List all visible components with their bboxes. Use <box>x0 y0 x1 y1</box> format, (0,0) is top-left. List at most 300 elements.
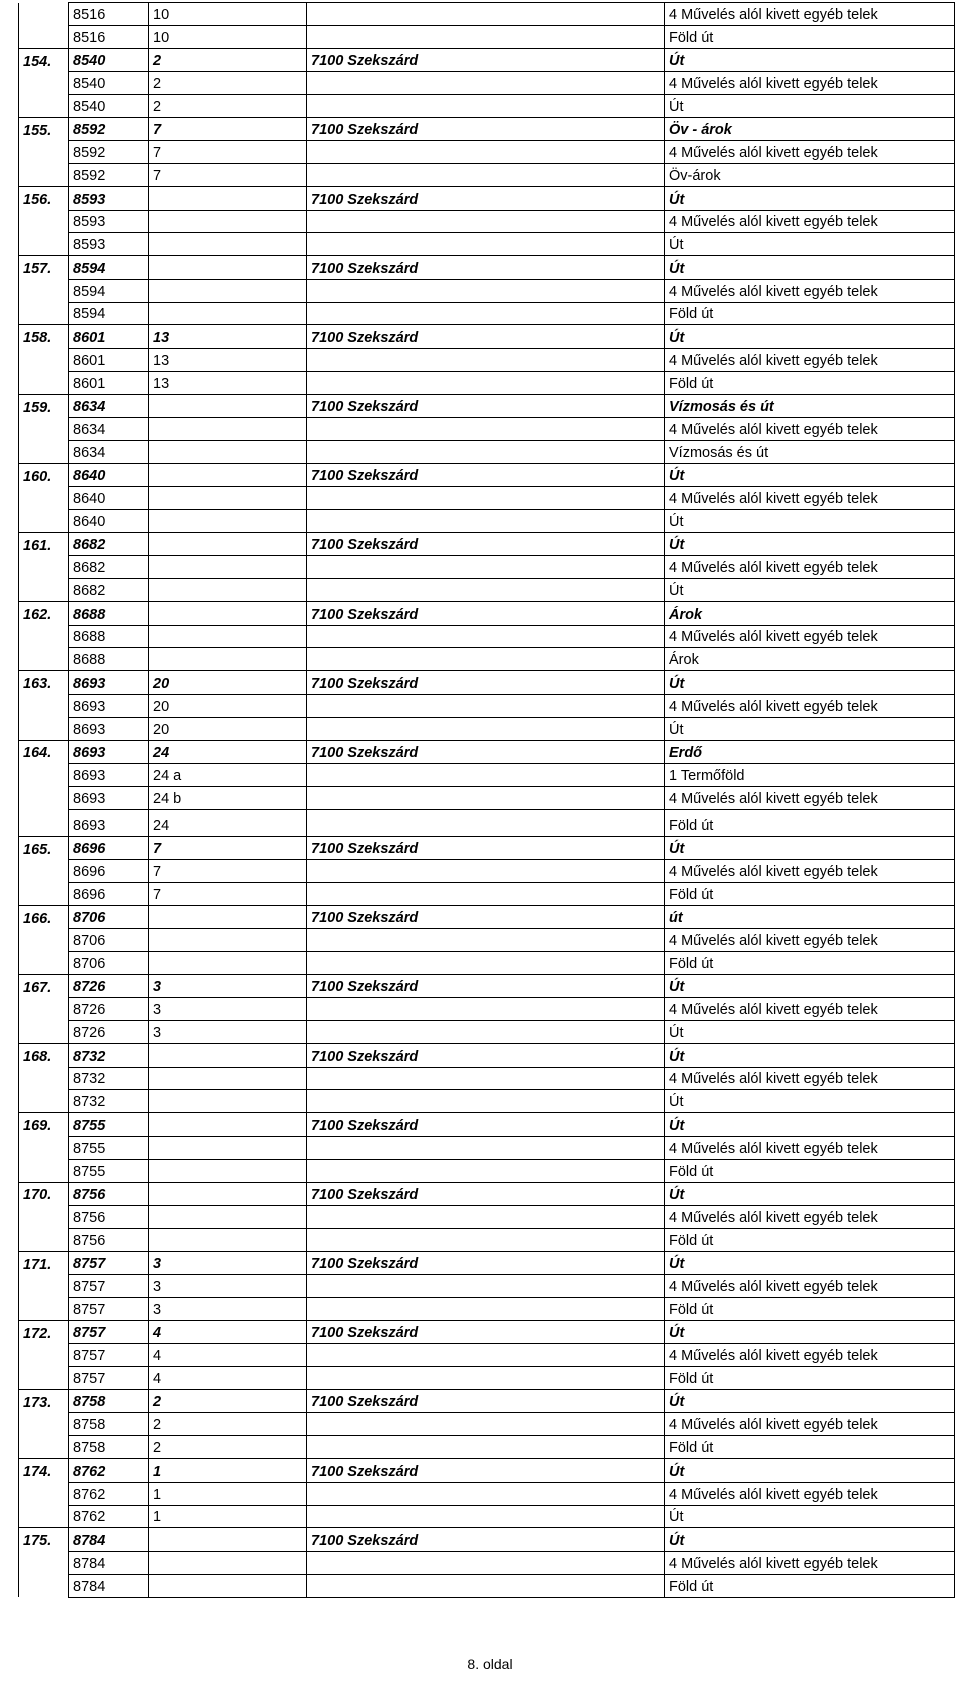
sub-number-cell <box>149 418 307 441</box>
sub-parcel-row <box>19 3 955 26</box>
sub-number-cell: 2 <box>149 95 307 118</box>
land-use-cell: Föld út <box>665 302 955 325</box>
parcel-header-row <box>19 1113 955 1136</box>
land-use-cell: 4 Művelés alól kivett egyéb telek <box>665 141 955 164</box>
item-number-cell: 168. <box>19 1044 69 1067</box>
settlement-cell: 7100 Szekszárd <box>307 325 665 348</box>
item-number-cell <box>19 3 69 26</box>
settlement-cell: 7100 Szekszárd <box>307 256 665 279</box>
land-use-cell: Föld út <box>665 809 955 836</box>
settlement-cell: 7100 Szekszárd <box>307 532 665 555</box>
sub-number-cell <box>149 1528 307 1551</box>
sub-number-cell: 13 <box>149 371 307 394</box>
sub-number-cell: 20 <box>149 671 307 694</box>
parcel-number-cell: 8732 <box>69 1067 149 1090</box>
parcel-header-row <box>19 463 955 486</box>
sub-number-cell: 3 <box>149 998 307 1021</box>
sub-parcel-row <box>19 809 955 836</box>
land-use-cell: 4 Művelés alól kivett egyéb telek <box>665 1551 955 1574</box>
settlement-cell: 7100 Szekszárd <box>307 1459 665 1482</box>
settlement-cell: 7100 Szekszárd <box>307 1528 665 1551</box>
parcel-number-cell: 8693 <box>69 809 149 836</box>
settlement-cell <box>307 1275 665 1298</box>
sub-number-cell <box>149 929 307 952</box>
land-use-cell: 4 Művelés alól kivett egyéb telek <box>665 210 955 233</box>
item-number-cell: 161. <box>19 532 69 555</box>
parcel-number-cell: 8601 <box>69 348 149 371</box>
settlement-cell <box>307 1482 665 1505</box>
settlement-cell <box>307 95 665 118</box>
sub-number-cell <box>149 187 307 210</box>
land-use-cell: Árok <box>665 602 955 625</box>
land-use-cell: 4 Művelés alól kivett egyéb telek <box>665 1482 955 1505</box>
settlement-cell: 7100 Szekszárd <box>307 1182 665 1205</box>
parcel-number-cell: 8693 <box>69 694 149 717</box>
sub-parcel-row <box>19 25 955 48</box>
item-number-cell: 160. <box>19 463 69 486</box>
parcel-number-cell: 8693 <box>69 786 149 809</box>
land-use-cell: Erdő <box>665 740 955 763</box>
land-use-cell: Út <box>665 48 955 71</box>
parcel-number-cell: 8696 <box>69 882 149 905</box>
item-number-cell <box>19 860 69 883</box>
settlement-cell <box>307 1136 665 1159</box>
item-number-cell <box>19 279 69 302</box>
sub-number-cell: 24 <box>149 809 307 836</box>
sub-number-cell <box>149 1113 307 1136</box>
land-use-cell: 4 Művelés alól kivett egyéb telek <box>665 72 955 95</box>
sub-number-cell: 7 <box>149 164 307 187</box>
sub-number-cell: 7 <box>149 117 307 140</box>
parcel-header-row <box>19 975 955 998</box>
land-use-cell: Vízmosás és út <box>665 440 955 463</box>
parcel-number-cell: 8762 <box>69 1482 149 1505</box>
sub-parcel-row <box>19 1297 955 1320</box>
parcel-header-row <box>19 256 955 279</box>
sub-number-cell: 20 <box>149 694 307 717</box>
parcel-number-cell: 8682 <box>69 579 149 602</box>
parcel-number-cell: 8634 <box>69 394 149 417</box>
land-use-cell: Föld út <box>665 1367 955 1390</box>
land-use-cell: Út <box>665 1459 955 1482</box>
parcel-number-cell: 8726 <box>69 1021 149 1044</box>
sub-number-cell <box>149 463 307 486</box>
item-number-cell <box>19 809 69 836</box>
settlement-cell <box>307 164 665 187</box>
parcel-header-row <box>19 1044 955 1067</box>
sub-number-cell: 24 a <box>149 763 307 786</box>
sub-parcel-row <box>19 95 955 118</box>
sub-parcel-row <box>19 348 955 371</box>
land-use-cell: 4 Művelés alól kivett egyéb telek <box>665 1136 955 1159</box>
settlement-cell <box>307 1205 665 1228</box>
land-use-cell: 4 Művelés alól kivett egyéb telek <box>665 556 955 579</box>
sub-parcel-row <box>19 1344 955 1367</box>
parcel-number-cell: 8634 <box>69 440 149 463</box>
settlement-cell: 7100 Szekszárd <box>307 602 665 625</box>
settlement-cell <box>307 556 665 579</box>
sub-number-cell <box>149 487 307 510</box>
sub-number-cell: 3 <box>149 1021 307 1044</box>
land-use-cell: 4 Művelés alól kivett egyéb telek <box>665 1344 955 1367</box>
settlement-cell <box>307 1505 665 1528</box>
parcel-number-cell: 8594 <box>69 256 149 279</box>
parcel-number-cell: 8756 <box>69 1182 149 1205</box>
land-use-cell: 4 Művelés alól kivett egyéb telek <box>665 418 955 441</box>
land-use-cell: Út <box>665 1021 955 1044</box>
settlement-cell: 7100 Szekszárd <box>307 975 665 998</box>
land-use-cell: 4 Művelés alól kivett egyéb telek <box>665 694 955 717</box>
item-number-cell <box>19 1067 69 1090</box>
parcel-number-cell: 8706 <box>69 905 149 928</box>
sub-parcel-row <box>19 371 955 394</box>
settlement-cell: 7100 Szekszárd <box>307 463 665 486</box>
parcel-header-row <box>19 1390 955 1413</box>
sub-number-cell: 3 <box>149 1251 307 1274</box>
item-number-cell <box>19 233 69 256</box>
settlement-cell <box>307 1574 665 1597</box>
settlement-cell <box>307 141 665 164</box>
settlement-cell <box>307 1367 665 1390</box>
sub-parcel-row <box>19 1228 955 1251</box>
item-number-cell <box>19 998 69 1021</box>
parcel-number-cell: 8732 <box>69 1044 149 1067</box>
parcel-number-cell: 8693 <box>69 740 149 763</box>
sub-number-cell <box>149 233 307 256</box>
sub-number-cell <box>149 440 307 463</box>
settlement-cell <box>307 1090 665 1113</box>
item-number-cell <box>19 556 69 579</box>
item-number-cell <box>19 1136 69 1159</box>
land-use-cell: Út <box>665 532 955 555</box>
parcel-header-row <box>19 671 955 694</box>
sub-parcel-row <box>19 1574 955 1597</box>
parcel-number-cell: 8540 <box>69 72 149 95</box>
parcel-header-row <box>19 394 955 417</box>
land-use-cell: Út <box>665 1182 955 1205</box>
parcel-number-cell: 8592 <box>69 117 149 140</box>
item-number-cell: 170. <box>19 1182 69 1205</box>
parcel-table <box>18 2 955 1598</box>
settlement-cell: 7100 Szekszárd <box>307 187 665 210</box>
sub-number-cell <box>149 532 307 555</box>
sub-number-cell <box>149 556 307 579</box>
settlement-cell: 7100 Szekszárd <box>307 836 665 859</box>
settlement-cell <box>307 809 665 836</box>
parcel-header-row <box>19 117 955 140</box>
parcel-number-cell: 8640 <box>69 463 149 486</box>
item-number-cell <box>19 487 69 510</box>
land-use-cell: 4 Művelés alól kivett egyéb telek <box>665 3 955 26</box>
land-use-cell: 4 Művelés alól kivett egyéb telek <box>665 625 955 648</box>
sub-number-cell <box>149 579 307 602</box>
parcel-number-cell: 8688 <box>69 625 149 648</box>
sub-parcel-row <box>19 579 955 602</box>
sub-parcel-row <box>19 998 955 1021</box>
settlement-cell <box>307 3 665 26</box>
sub-number-cell: 10 <box>149 3 307 26</box>
sub-parcel-row <box>19 648 955 671</box>
settlement-cell <box>307 717 665 740</box>
sub-number-cell: 7 <box>149 882 307 905</box>
parcel-number-cell: 8516 <box>69 25 149 48</box>
settlement-cell: 7100 Szekszárd <box>307 1113 665 1136</box>
land-use-cell: Föld út <box>665 1297 955 1320</box>
settlement-cell <box>307 348 665 371</box>
sub-parcel-row <box>19 141 955 164</box>
item-number-cell: 154. <box>19 48 69 71</box>
item-number-cell <box>19 717 69 740</box>
parcel-header-row <box>19 602 955 625</box>
parcel-number-cell: 8593 <box>69 233 149 256</box>
sub-number-cell: 2 <box>149 48 307 71</box>
settlement-cell: 7100 Szekszárd <box>307 740 665 763</box>
sub-parcel-row <box>19 1275 955 1298</box>
sub-number-cell <box>149 905 307 928</box>
sub-parcel-row <box>19 786 955 809</box>
sub-parcel-row <box>19 556 955 579</box>
item-number-cell: 169. <box>19 1113 69 1136</box>
land-use-cell: Út <box>665 256 955 279</box>
item-number-cell <box>19 1297 69 1320</box>
item-number-cell <box>19 1021 69 1044</box>
item-number-cell <box>19 1205 69 1228</box>
item-number-cell <box>19 1090 69 1113</box>
parcel-number-cell: 8757 <box>69 1275 149 1298</box>
sub-number-cell: 13 <box>149 348 307 371</box>
item-number-cell <box>19 1228 69 1251</box>
sub-parcel-row <box>19 763 955 786</box>
settlement-cell: 7100 Szekszárd <box>307 117 665 140</box>
parcel-number-cell: 8593 <box>69 210 149 233</box>
parcel-number-cell: 8693 <box>69 671 149 694</box>
sub-number-cell <box>149 394 307 417</box>
land-use-cell: Öv-árok <box>665 164 955 187</box>
item-number-cell <box>19 1159 69 1182</box>
sub-parcel-row <box>19 625 955 648</box>
land-use-cell: Vízmosás és út <box>665 394 955 417</box>
land-use-cell: Út <box>665 717 955 740</box>
sub-parcel-row <box>19 1136 955 1159</box>
land-use-cell: 1 Termőföld <box>665 763 955 786</box>
item-number-cell: 155. <box>19 117 69 140</box>
item-number-cell <box>19 348 69 371</box>
parcel-number-cell: 8757 <box>69 1320 149 1343</box>
parcel-number-cell: 8682 <box>69 532 149 555</box>
settlement-cell <box>307 929 665 952</box>
settlement-cell: 7100 Szekszárd <box>307 1390 665 1413</box>
parcel-header-row <box>19 740 955 763</box>
land-use-cell: Föld út <box>665 882 955 905</box>
parcel-header-row <box>19 325 955 348</box>
parcel-number-cell: 8540 <box>69 48 149 71</box>
sub-number-cell: 1 <box>149 1505 307 1528</box>
item-number-cell <box>19 302 69 325</box>
sub-parcel-row <box>19 717 955 740</box>
parcel-number-cell: 8592 <box>69 141 149 164</box>
item-number-cell <box>19 1574 69 1597</box>
parcel-number-cell: 8758 <box>69 1436 149 1459</box>
settlement-cell <box>307 510 665 533</box>
sub-parcel-row <box>19 440 955 463</box>
sub-number-cell: 3 <box>149 1297 307 1320</box>
sub-number-cell: 2 <box>149 1390 307 1413</box>
parcel-number-cell: 8696 <box>69 836 149 859</box>
sub-parcel-row <box>19 233 955 256</box>
land-use-cell: Út <box>665 579 955 602</box>
land-use-cell: Út <box>665 463 955 486</box>
parcel-number-cell: 8601 <box>69 325 149 348</box>
land-use-cell: Út <box>665 975 955 998</box>
sub-number-cell <box>149 1574 307 1597</box>
sub-parcel-row <box>19 929 955 952</box>
settlement-cell <box>307 1344 665 1367</box>
parcel-number-cell: 8640 <box>69 487 149 510</box>
sub-number-cell: 7 <box>149 860 307 883</box>
parcel-number-cell: 8784 <box>69 1528 149 1551</box>
land-use-cell: 4 Művelés alól kivett egyéb telek <box>665 860 955 883</box>
parcel-number-cell: 8757 <box>69 1297 149 1320</box>
land-use-cell: Út <box>665 1251 955 1274</box>
item-number-cell: 172. <box>19 1320 69 1343</box>
sub-number-cell: 1 <box>149 1459 307 1482</box>
land-use-cell: Út <box>665 1505 955 1528</box>
sub-parcel-row <box>19 510 955 533</box>
land-use-cell: Út <box>665 1113 955 1136</box>
item-number-cell <box>19 1551 69 1574</box>
parcel-number-cell: 8516 <box>69 3 149 26</box>
sub-parcel-row <box>19 487 955 510</box>
sub-number-cell <box>149 1228 307 1251</box>
land-use-cell: Föld út <box>665 1159 955 1182</box>
settlement-cell <box>307 279 665 302</box>
sub-parcel-row <box>19 210 955 233</box>
parcel-number-cell: 8762 <box>69 1459 149 1482</box>
sub-number-cell: 2 <box>149 72 307 95</box>
land-use-cell: Út <box>665 95 955 118</box>
sub-number-cell <box>149 1067 307 1090</box>
land-use-cell: 4 Művelés alól kivett egyéb telek <box>665 1067 955 1090</box>
settlement-cell <box>307 882 665 905</box>
parcel-number-cell: 8757 <box>69 1251 149 1274</box>
settlement-cell <box>307 1436 665 1459</box>
land-use-cell: Út <box>665 1044 955 1067</box>
item-number-cell <box>19 1344 69 1367</box>
sub-parcel-row <box>19 1067 955 1090</box>
item-number-cell: 164. <box>19 740 69 763</box>
sub-parcel-row <box>19 952 955 975</box>
parcel-header-row <box>19 532 955 555</box>
parcel-header-row <box>19 187 955 210</box>
sub-number-cell <box>149 1136 307 1159</box>
item-number-cell <box>19 1413 69 1436</box>
settlement-cell <box>307 233 665 256</box>
page-number: 8. oldal <box>467 1656 513 1672</box>
item-number-cell: 171. <box>19 1251 69 1274</box>
sub-parcel-row <box>19 882 955 905</box>
item-number-cell <box>19 418 69 441</box>
land-use-cell: Föld út <box>665 1574 955 1597</box>
sub-parcel-row <box>19 860 955 883</box>
land-use-cell: 4 Művelés alól kivett egyéb telek <box>665 1205 955 1228</box>
sub-parcel-row <box>19 694 955 717</box>
item-number-cell <box>19 510 69 533</box>
item-number-cell: 165. <box>19 836 69 859</box>
sub-number-cell: 4 <box>149 1367 307 1390</box>
land-use-cell: Út <box>665 187 955 210</box>
settlement-cell <box>307 1228 665 1251</box>
parcel-number-cell: 8784 <box>69 1574 149 1597</box>
settlement-cell <box>307 25 665 48</box>
settlement-cell <box>307 1551 665 1574</box>
sub-number-cell <box>149 952 307 975</box>
settlement-cell <box>307 763 665 786</box>
parcel-number-cell: 8594 <box>69 302 149 325</box>
settlement-cell <box>307 860 665 883</box>
parcel-number-cell: 8693 <box>69 717 149 740</box>
settlement-cell: 7100 Szekszárd <box>307 48 665 71</box>
land-use-cell: Út <box>665 671 955 694</box>
sub-number-cell <box>149 625 307 648</box>
parcel-header-row <box>19 1182 955 1205</box>
item-number-cell <box>19 625 69 648</box>
item-number-cell <box>19 1436 69 1459</box>
sub-parcel-row <box>19 302 955 325</box>
settlement-cell <box>307 210 665 233</box>
item-number-cell <box>19 952 69 975</box>
sub-parcel-row <box>19 1551 955 1574</box>
settlement-cell: 7100 Szekszárd <box>307 1320 665 1343</box>
parcel-number-cell: 8784 <box>69 1551 149 1574</box>
settlement-cell <box>307 952 665 975</box>
sub-number-cell: 24 <box>149 740 307 763</box>
sub-number-cell: 3 <box>149 975 307 998</box>
sub-number-cell: 1 <box>149 1482 307 1505</box>
settlement-cell <box>307 302 665 325</box>
parcel-table-body <box>19 3 955 1598</box>
parcel-number-cell: 8757 <box>69 1367 149 1390</box>
item-number-cell: 163. <box>19 671 69 694</box>
item-number-cell <box>19 929 69 952</box>
settlement-cell <box>307 998 665 1021</box>
sub-parcel-row <box>19 1413 955 1436</box>
land-use-cell: Föld út <box>665 371 955 394</box>
land-use-cell: 4 Művelés alól kivett egyéb telek <box>665 786 955 809</box>
settlement-cell <box>307 579 665 602</box>
land-use-cell: Öv - árok <box>665 117 955 140</box>
land-use-cell: Árok <box>665 648 955 671</box>
parcel-number-cell: 8732 <box>69 1090 149 1113</box>
parcel-number-cell: 8688 <box>69 602 149 625</box>
parcel-number-cell: 8634 <box>69 418 149 441</box>
parcel-header-row <box>19 1459 955 1482</box>
page-footer <box>0 1656 960 1672</box>
land-use-cell: 4 Művelés alól kivett egyéb telek <box>665 1413 955 1436</box>
parcel-number-cell: 8696 <box>69 860 149 883</box>
sub-parcel-row <box>19 164 955 187</box>
sub-parcel-row <box>19 418 955 441</box>
parcel-number-cell: 8593 <box>69 187 149 210</box>
item-number-cell: 158. <box>19 325 69 348</box>
land-use-cell: Út <box>665 325 955 348</box>
item-number-cell: 174. <box>19 1459 69 1482</box>
parcel-header-row <box>19 1528 955 1551</box>
parcel-number-cell: 8726 <box>69 998 149 1021</box>
parcel-header-row <box>19 905 955 928</box>
sub-parcel-row <box>19 1505 955 1528</box>
item-number-cell: 162. <box>19 602 69 625</box>
settlement-cell <box>307 1021 665 1044</box>
